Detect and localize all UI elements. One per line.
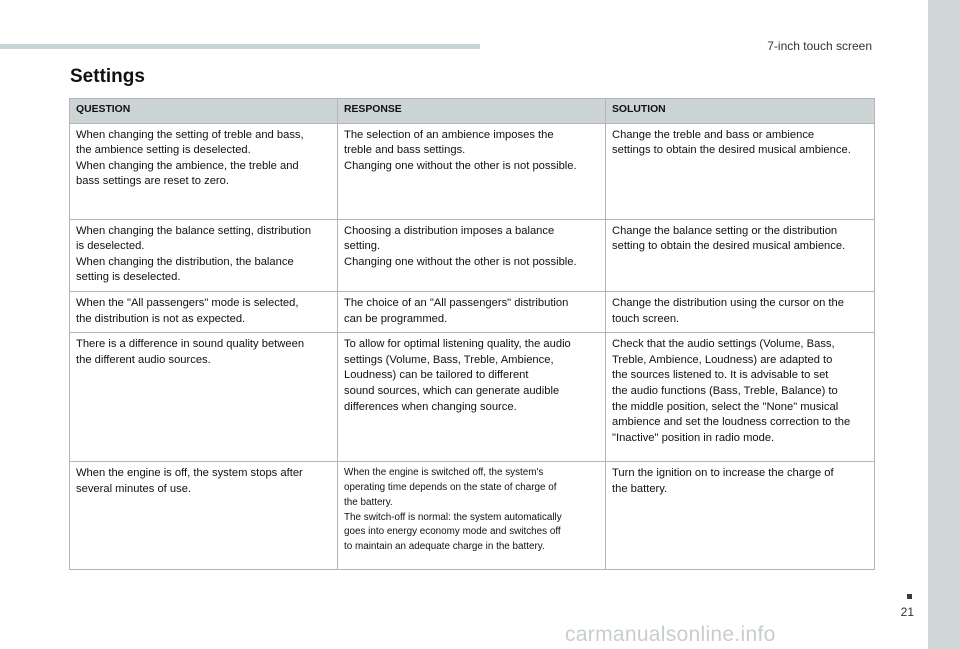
section-label: 7-inch touch screen: [767, 39, 872, 53]
question-cell: When the engine is off, the system stops after several minutes of use.: [70, 462, 338, 570]
continuation-marker: [907, 594, 912, 599]
response-cell: The choice of an "All passengers" distribution can be programmed.: [338, 291, 606, 332]
solution-cell: Change the distribution using the cursor on the touch screen.: [606, 291, 875, 332]
page-number: 21: [900, 605, 914, 619]
response-cell: When the engine is switched off, the system's operating time depends on the state of charge of the battery. The switch-off is normal: the system automatically goes into energy economy mode and switches off to maintain an adequate charge in the battery.: [338, 462, 606, 570]
table-row: [70, 462, 875, 570]
solution-cell: Change the treble and bass or ambience settings to obtain the desired musical ambience.: [606, 123, 875, 219]
table-header-row: [70, 99, 875, 124]
solution-cell: Turn the ignition on to increase the charge of the battery.: [606, 462, 875, 570]
table-row: [70, 219, 875, 291]
solution-cell: Check that the audio settings (Volume, Bass, Treble, Ambience, Loudness) are adapted to the sources listened to. It is advisable to set the audio functions (Bass, Treble, Balance) to the middle position, select the "None" musical ambience and set the loudness correction to the "Inactive" position in radio mode.: [606, 333, 875, 462]
question-cell: When changing the balance setting, distribution is deselected. When changing the distribution, the balance setting is deselected.: [70, 219, 338, 291]
question-cell: When the "All passengers" mode is selected, the distribution is not as expected.: [70, 291, 338, 332]
table-row: [70, 123, 875, 219]
solution-cell: Change the balance setting or the distribution setting to obtain the desired musical ambience.: [606, 219, 875, 291]
column-header-solution: SOLUTION: [606, 99, 875, 124]
column-header-response: RESPONSE: [338, 99, 606, 124]
response-cell: To allow for optimal listening quality, the audio settings (Volume, Bass, Treble, Ambience, Loudness) can be tailored to different sound sources, which can generate audible differences when changing source.: [338, 333, 606, 462]
table-row: [70, 291, 875, 332]
question-cell: When changing the setting of treble and bass, the ambience setting is deselected. When changing the ambience, the treble and bass settings are reset to zero.: [70, 123, 338, 219]
page-title: Settings: [70, 66, 145, 87]
side-band: [928, 0, 960, 649]
question-cell: There is a difference in sound quality between the different audio sources.: [70, 333, 338, 462]
faq-table: [69, 98, 875, 570]
top-accent-bar: [0, 44, 480, 49]
column-header-question: QUESTION: [70, 99, 338, 124]
response-cell: The selection of an ambience imposes the treble and bass settings. Changing one without the other is not possible.: [338, 123, 606, 219]
watermark: carmanualsonline.info: [565, 623, 776, 646]
response-cell: Choosing a distribution imposes a balance setting. Changing one without the other is not possible.: [338, 219, 606, 291]
table-row: [70, 333, 875, 462]
